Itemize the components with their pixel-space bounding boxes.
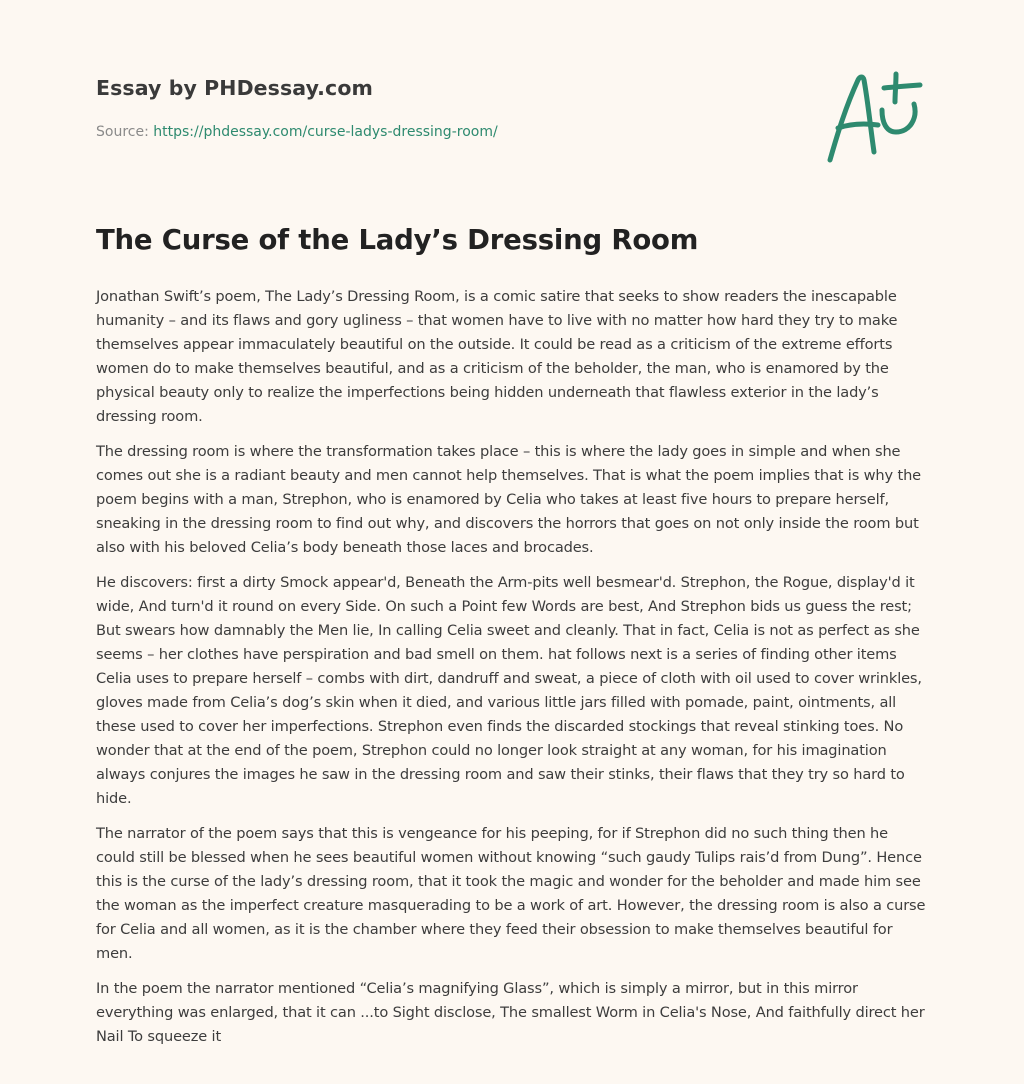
source-link[interactable]: https://phdessay.com/curse-ladys-dressing-room/ xyxy=(153,124,498,140)
essay-paragraph: Jonathan Swift’s poem, The Lady’s Dressing Room, is a comic satire that seeks to show readers the inescapable humanity – and its flaws and gory ugliness – that women have to live with no matter how hard they try to make themselves appear immaculately beautiful on the outside. It could be read as a criticism of the extreme efforts women do to make themselves beautiful, and as a criticism of the beholder, the man, who is enamored by the physical beauty only to realize the imperfections being hidden underneath that flawless exterior in the lady’s dressing room. xyxy=(96,288,898,425)
source-line xyxy=(96,124,498,140)
essay-paragraph: The dressing room is where the transformation takes place – this is where the lady goes in simple and when she comes out she is a radiant beauty and men cannot help themselves. That is what the poem implies that is why the poem begins with a man, Strephon, who is enamored by Celia who takes at least five hours to prepare herself, sneaking in the dressing room to find out why, and discovers the horrors that goes on not only inside the room but also with his beloved Celia’s body beneath those laces and brocades. xyxy=(96,443,922,556)
essay-paragraph: The narrator of the poem says that this is vengeance for his peeping, for if Strephon did no such thing then he could still be blessed when he sees beautiful women without knowing “such gaudy Tulips rais’d from Dung”. Hence this is the curse of the lady’s dressing room, that it took the magic and wonder for the beholder and made him see the woman as the imperfect creature masquerading to be a work of art. However, the dressing room is also a curse for Celia and all women, as it is the chamber where they feed their obsession to make themselves beautiful for men. xyxy=(96,825,926,962)
essay-body xyxy=(96,285,928,1060)
essay-paragraph: He discovers: first a dirty Smock appear'd, Beneath the Arm-pits well besmear'd. Strephon, the Rogue, display'd it wide, And turn'd it round on every Side. On such a Point few Words are best, And Strephon bids us guess the rest; But swears how damnably the Men lie, In calling Celia sweet and cleanly. That in fact, Celia is not as perfect as she seems – her clothes have perspiration and bad smell on them. hat follows next is a series of finding other items Celia uses to prepare herself – combs with dirt, dandruff and sweat, a piece of cloth with oil used to cover wrinkles, gloves made from Celia’s dog’s skin when it died, and various little jars filled with pomade, paint, ointments, all these used to cover her imperfections. Strephon even finds the discarded stockings that reveal stinking toes. No wonder that at the end of the poem, Strephon could no longer look straight at any woman, for his imagination always conjures the images he saw in the dressing room and saw their stinks, their flaws that they try so hard to hide. xyxy=(96,574,922,807)
site-brand: Essay by PHDessay.com xyxy=(96,76,373,100)
source-label: Source: xyxy=(96,124,154,140)
essay-title: The Curse of the Lady’s Dressing Room xyxy=(96,224,699,256)
a-plus-logo-icon xyxy=(824,68,928,164)
essay-paragraph: In the poem the narrator mentioned “Celia’s magnifying Glass”, which is simply a mirror, but in this mirror everything was enlarged, that it can ...to Sight disclose, The smallest Worm in Celia's Nose, And faithfully direct her Nail To squeeze it xyxy=(96,980,925,1045)
